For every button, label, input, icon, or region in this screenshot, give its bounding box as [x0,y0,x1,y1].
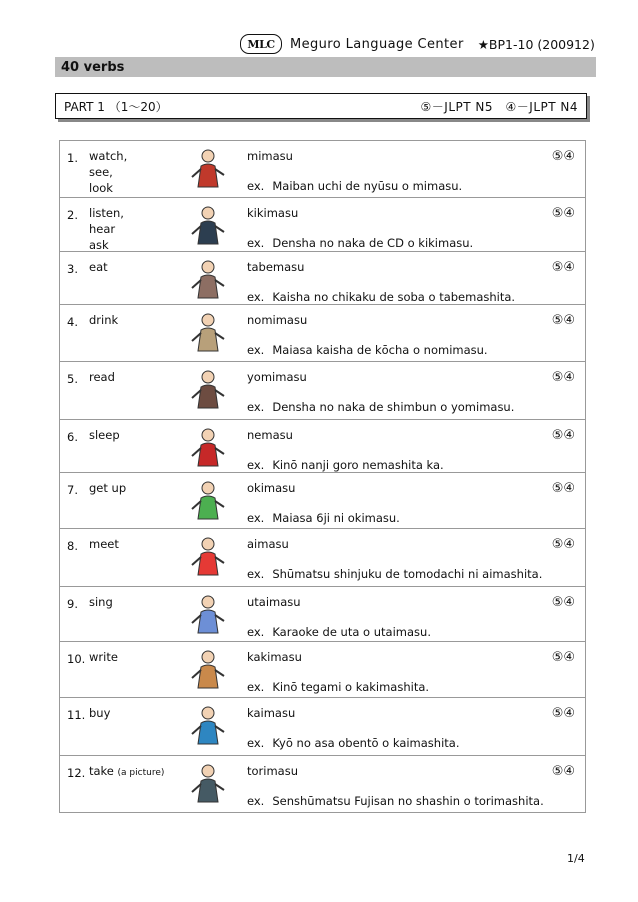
example-sentence [247,625,431,639]
example-sentence [247,680,429,694]
example-text: Densha no naka de shimbun o yomimasu. [272,400,515,414]
example-sentence [247,236,473,250]
example-text: Kinō tegami o kakimashita. [272,680,430,694]
english-meanings [89,480,126,496]
japanese-verb: nemasu [247,428,293,442]
example-sentence [247,511,400,525]
verb-row [60,698,585,756]
english-meaning: read [89,370,115,384]
jlpt-level: ⑤④ [551,149,575,164]
verb-row [60,305,585,362]
jlpt-level: ⑤④ [551,764,575,779]
japanese-verb: mimasu [247,149,293,163]
english-meaning: look [89,181,113,195]
verb-number: 10. [67,652,86,666]
japanese-verb: utaimasu [247,595,301,609]
example-sentence [247,290,515,304]
jlpt-level: ⑤④ [551,428,575,443]
japanese-verb: tabemasu [247,260,305,274]
headphones-listening-icon [184,204,232,248]
title-text: 40 verbs [61,59,125,75]
example-label: ex. [247,736,265,750]
jlpt-level: ⑤④ [551,595,575,610]
japanese-verb: nomimasu [247,313,308,327]
verb-number: 3. [67,262,78,276]
example-sentence [247,179,462,193]
jlpt-level: ⑤④ [551,206,575,221]
verb-row [60,642,585,698]
english-meanings [89,148,127,196]
example-label: ex. [247,794,265,808]
example-label: ex. [247,458,265,472]
example-sentence [247,343,488,357]
verb-number: 12. [67,766,86,780]
english-meaning: sleep [89,428,120,442]
english-meaning: drink [89,313,119,327]
reading-icon [184,368,232,412]
verb-number: 5. [67,372,78,386]
verb-row [60,252,585,305]
english-meaning: hear [89,222,116,236]
eating-icon [184,258,232,302]
jlpt-level: ⑤④ [551,260,575,275]
example-label: ex. [247,680,265,694]
part-label: PART 1 （1～20） [64,99,168,114]
japanese-verb: kakimasu [247,650,302,664]
page-header [240,34,595,54]
verb-number: 8. [67,539,78,553]
verb-number: 1. [67,151,78,165]
verb-number: 6. [67,430,78,444]
verb-row [60,587,585,642]
example-label: ex. [247,567,265,581]
mlc-logo: MLC [240,34,282,54]
japanese-verb: aimasu [247,537,289,551]
example-label: ex. [247,290,265,304]
singing-karaoke-icon [184,593,232,637]
example-label: ex. [247,511,265,525]
japanese-verb: torimasu [247,764,298,778]
english-meaning: write [89,650,118,664]
part-heading [55,93,587,119]
example-text: Karaoke de uta o utaimasu. [272,625,431,639]
verb-table [59,140,586,813]
english-meaning: sing [89,595,113,609]
verb-row [60,198,585,252]
jlpt-level: ⑤④ [551,481,575,496]
verb-number: 4. [67,315,78,329]
english-meanings [89,427,120,443]
example-label: ex. [247,179,265,193]
verb-row [60,756,585,813]
jlpt-level: ⑤④ [551,537,575,552]
page-title [55,57,596,77]
camera-icon [184,762,232,806]
drinking-icon [184,311,232,355]
example-sentence [247,736,460,750]
verb-number: 11. [67,708,86,722]
example-text: Kinō nanji goro nemashita ka. [272,458,444,472]
english-meanings [89,705,110,721]
document-code: ★BP1-10 (200912) [477,36,595,52]
japanese-verb: yomimasu [247,370,307,384]
english-meanings [89,259,108,275]
waking-up-icon [184,479,232,523]
example-label: ex. [247,236,265,250]
verb-row [60,473,585,529]
verb-row [60,529,585,587]
example-sentence [247,794,544,808]
example-text: Maiban uchi de nyūsu o mimasu. [272,179,463,193]
tv-watching-icon [184,147,232,191]
english-meanings [89,536,119,552]
example-text: Densha no naka de CD o kikimasu. [272,236,474,250]
english-meanings [89,205,124,253]
writing-icon [184,648,232,692]
japanese-verb: kaimasu [247,706,296,720]
example-text: Senshūmatsu Fujisan no shashin o torimashita. [272,794,544,808]
english-meaning: take [89,764,114,778]
japanese-verb: okimasu [247,481,296,495]
center-name: Meguro Language Center [290,36,464,52]
jlpt-level: ⑤④ [551,706,575,721]
example-label: ex. [247,625,265,639]
english-note: (a picture) [117,768,165,778]
english-meaning: ask [89,238,109,252]
jlpt-level: ⑤④ [551,370,575,385]
english-meaning: listen, [89,206,124,220]
example-sentence [247,567,542,581]
english-meaning: get up [89,481,127,495]
english-meaning: see, [89,165,113,179]
verb-number: 7. [67,483,78,497]
example-sentence [247,400,514,414]
meeting-people-icon [184,535,232,579]
jlpt-level: ⑤④ [551,650,575,665]
example-text: Shūmatsu shinjuku de tomodachi ni aimashita. [272,567,543,581]
jlpt-legend: ⑤－JLPT N5 ④－JLPT N4 [420,99,578,114]
example-text: Kaisha no chikaku de soba o tabemashita. [272,290,516,304]
example-label: ex. [247,343,265,357]
english-meanings [89,312,118,328]
english-meaning: buy [89,706,111,720]
verb-number: 2. [67,208,78,222]
page-number: 1/4 [567,852,585,865]
english-meanings [89,649,118,665]
example-label: ex. [247,400,265,414]
english-meanings [89,594,113,610]
english-meaning: eat [89,260,108,274]
jlpt-level: ⑤④ [551,313,575,328]
verb-row [60,362,585,420]
example-text: Maiasa 6ji ni okimasu. [272,511,400,525]
example-sentence [247,458,444,472]
japanese-verb: kikimasu [247,206,299,220]
example-text: Maiasa kaisha de kōcha o nomimasu. [272,343,488,357]
english-meanings [89,763,164,781]
english-meaning: meet [89,537,119,551]
verb-row [60,420,585,473]
sleeping-icon [184,426,232,470]
verb-row [60,141,585,198]
english-meanings [89,369,115,385]
verb-number: 9. [67,597,78,611]
english-meaning: watch, [89,149,128,163]
shopping-icon [184,704,232,748]
example-text: Kyō no asa obentō o kaimashita. [272,736,460,750]
